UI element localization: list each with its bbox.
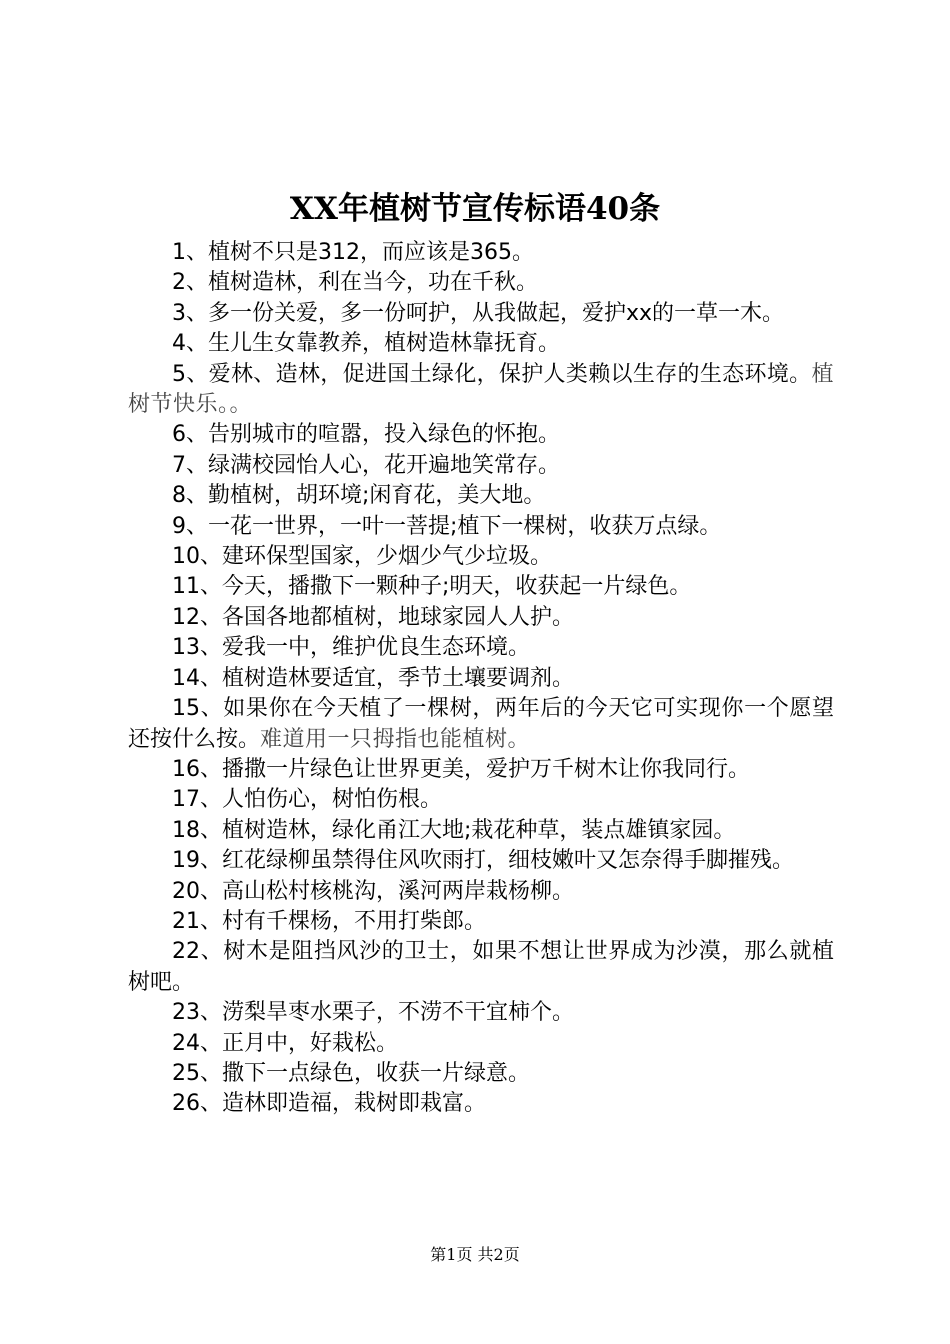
paragraph: 14、植树造林要适宜，季节土壤要调剂。 (172, 665, 574, 691)
paragraph: 4、生儿生女靠教养，植树造林靠抚育。 (172, 331, 560, 357)
page-number-footer: 第1页 共2页 (430, 1245, 520, 1264)
document-body (128, 238, 834, 1120)
paragraph: 3、多一份关爱，多一份呵护，从我做起，爱护xx的一草一木。 (172, 300, 785, 326)
paragraph: 8、勤植树，胡环境;闲育花，美大地。 (172, 483, 546, 509)
paragraph: 20、高山松村核桃沟，溪河两岸栽杨柳。 (172, 878, 574, 904)
paragraph: 10、建环保型国家，少烟少气少垃圾。 (172, 544, 552, 570)
paragraph: 9、一花一世界，一叶一菩提;植下一棵树，收获万点绿。 (172, 513, 722, 539)
paragraph: 5、爱林、造林，促进国土绿化，保护人类赖以生存的生态环境。植树节快乐。。 (128, 361, 834, 418)
paragraph: 26、造林即造福，栽树即栽富。 (172, 1091, 486, 1117)
paragraph: 2、植树造林，利在当今，功在千秋。 (172, 270, 538, 296)
paragraph: 17、人怕伤心，树怕伤根。 (172, 787, 442, 813)
paragraph: 21、村有千棵杨，不用打柴郎。 (172, 908, 486, 934)
paragraph: 22、树木是阻挡风沙的卫士，如果不想让世界成为沙漠，那么就植树吧。 (128, 939, 834, 995)
paragraph: 13、爱我一中，维护优良生态环境。 (172, 635, 530, 661)
document-title: XX年植树节宣传标语40条 (289, 191, 661, 227)
paragraph: 7、绿满校园怡人心，花开遍地笑常存。 (172, 452, 560, 478)
paragraph: 12、各国各地都植树，地球家园人人护。 (172, 604, 574, 630)
paragraph: 16、播撒一片绿色让世界更美，爱护万千树木让你我同行。 (172, 756, 750, 782)
paragraph: 25、撒下一点绿色，收获一片绿意。 (172, 1060, 530, 1086)
paragraph: 11、今天，播撒下一颗种子;明天，收获起一片绿色。 (172, 574, 692, 600)
paragraph: 19、红花绿柳虽禁得住风吹雨打，细枝嫩叶又怎奈得手脚摧残。 (172, 848, 794, 874)
paragraph: 23、涝梨旱枣水栗子，不涝不干宜柿个。 (172, 1000, 574, 1026)
paragraph: 1、植树不只是312，而应该是365。 (172, 240, 534, 265)
paragraph: 15、如果你在今天植了一棵树，两年后的今天它可实现你一个愿望还按什么按。难道用一只拇指也能植树。 (128, 696, 834, 752)
paragraph: 24、正月中，好栽松。 (172, 1030, 398, 1056)
paragraph: 6、告别城市的喧嚣，投入绿色的怀抱。 (172, 422, 560, 448)
paragraph: 18、植树造林，绿化甬江大地;栽花种草，装点雄镇家园。 (172, 817, 736, 843)
